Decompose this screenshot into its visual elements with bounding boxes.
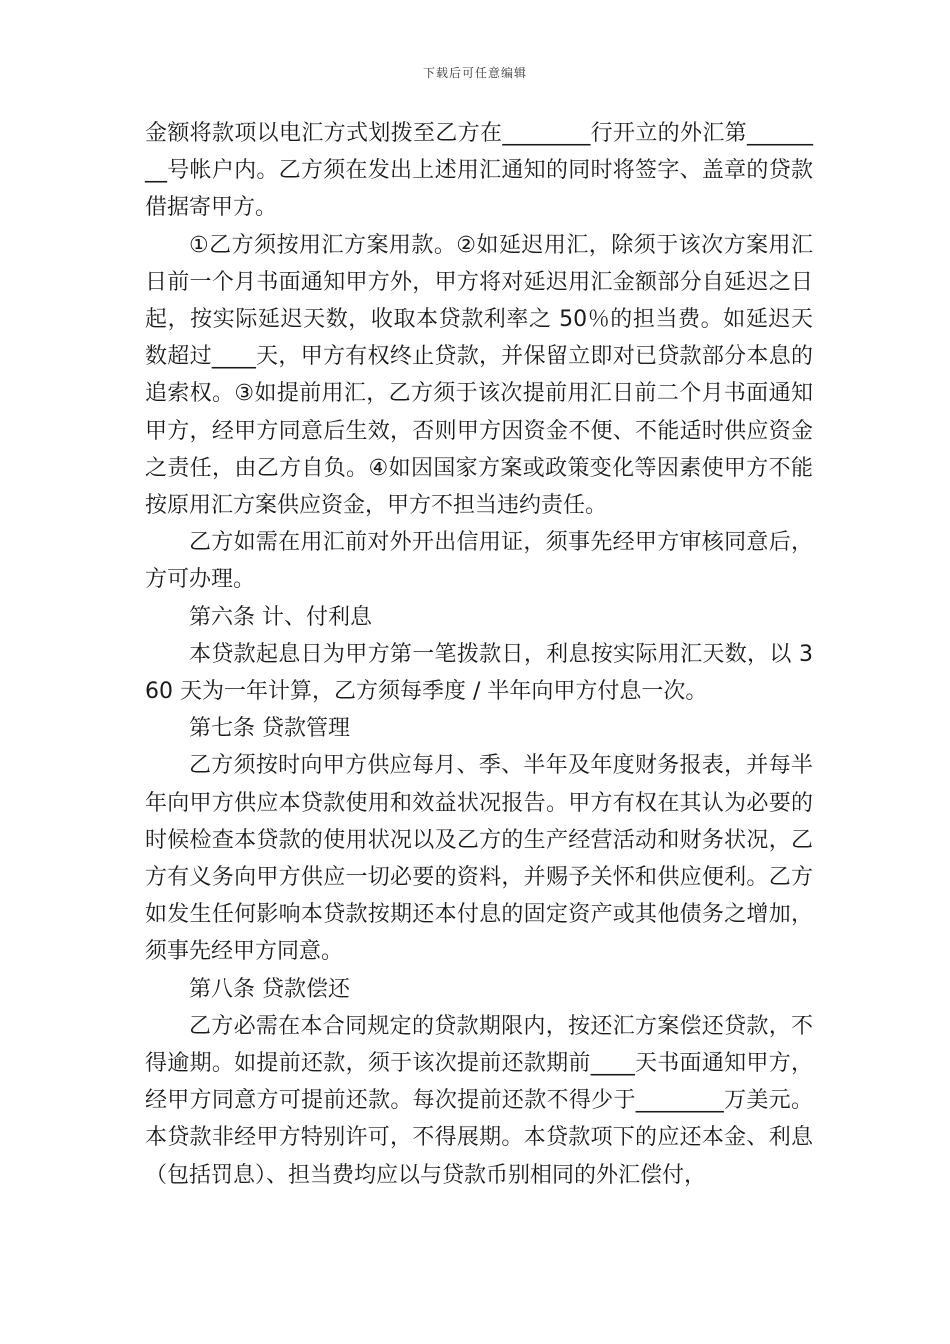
paragraph-letter-of-credit: 乙方如需在用汇前对外开出信用证，须事先经甲方审核同意后，方可办理。 xyxy=(145,530,813,593)
heading-article-8: 第八条 贷款偿还 xyxy=(189,976,350,1002)
heading-article-7: 第七条 贷款管理 xyxy=(189,716,350,742)
paragraph-usage-plan: ①乙方须按用汇方案用款。②如延迟用汇，除须于该次方案用汇日前一个月书面通知甲方外，甲方将对延迟用汇金额部分自延迟之日起，按实际延迟天数，收取本贷款利率之 50％的担当费。如延迟天数超过____天，甲方有权终止贷款，并保留立即对已贷款部分本息的追索权。③如提前用汇，乙方须于该次提前用汇日前二个月书面通知甲方，经甲方同意后生效，否则甲方因资金不便、不能适时供应资金之责任，由乙方自负。④如因国家方案或政策变化等因素使甲方不能按原用汇方案供应资金，甲方不担当违约责任。 xyxy=(145,232,813,519)
page-header-note: 下载后可任意编辑 xyxy=(422,66,527,80)
paragraph-remittance-account: 金额将款项以电汇方式划拨至乙方在________行开立的外汇第________号帐户内。乙方须在发出上述用汇通知的同时将签字、盖章的贷款借据寄甲方。 xyxy=(145,121,813,221)
paragraph-loan-management: 乙方须按时向甲方供应每月、季、半年及年度财务报表，并每半年向甲方供应本贷款使用和效益状况报告。甲方有权在其认为必要的时候检查本贷款的使用状况以及乙方的生产经营活动和财务状况，乙方有义务向甲方供应一切必要的资料，并赐予关怀和供应便利。乙方如发生任何影响本贷款按期还本付息的固定资产或其他债务之增加，须事先经甲方同意。 xyxy=(145,753,813,965)
paragraph-loan-repayment: 乙方必需在本合同规定的贷款期限内，按还汇方案偿还贷款，不得逾期。如提前还款，须于该次提前还款期前____天书面通知甲方，经甲方同意方可提前还款。每次提前还款不得少于________万美元。本贷款非经甲方特别许可，不得展期。本贷款项下的应还本金、利息（包括罚息）、担当费均应以与贷款币别相同的外汇偿付， xyxy=(145,1013,813,1188)
paragraph-interest: 本贷款起息日为甲方第一笔拨款日，利息按实际用汇天数，以 360 天为一年计算，乙方须每季度 / 半年向甲方付息一次。 xyxy=(145,641,813,705)
document-body xyxy=(145,115,813,1194)
heading-article-6: 第六条 计、付利息 xyxy=(189,604,372,630)
